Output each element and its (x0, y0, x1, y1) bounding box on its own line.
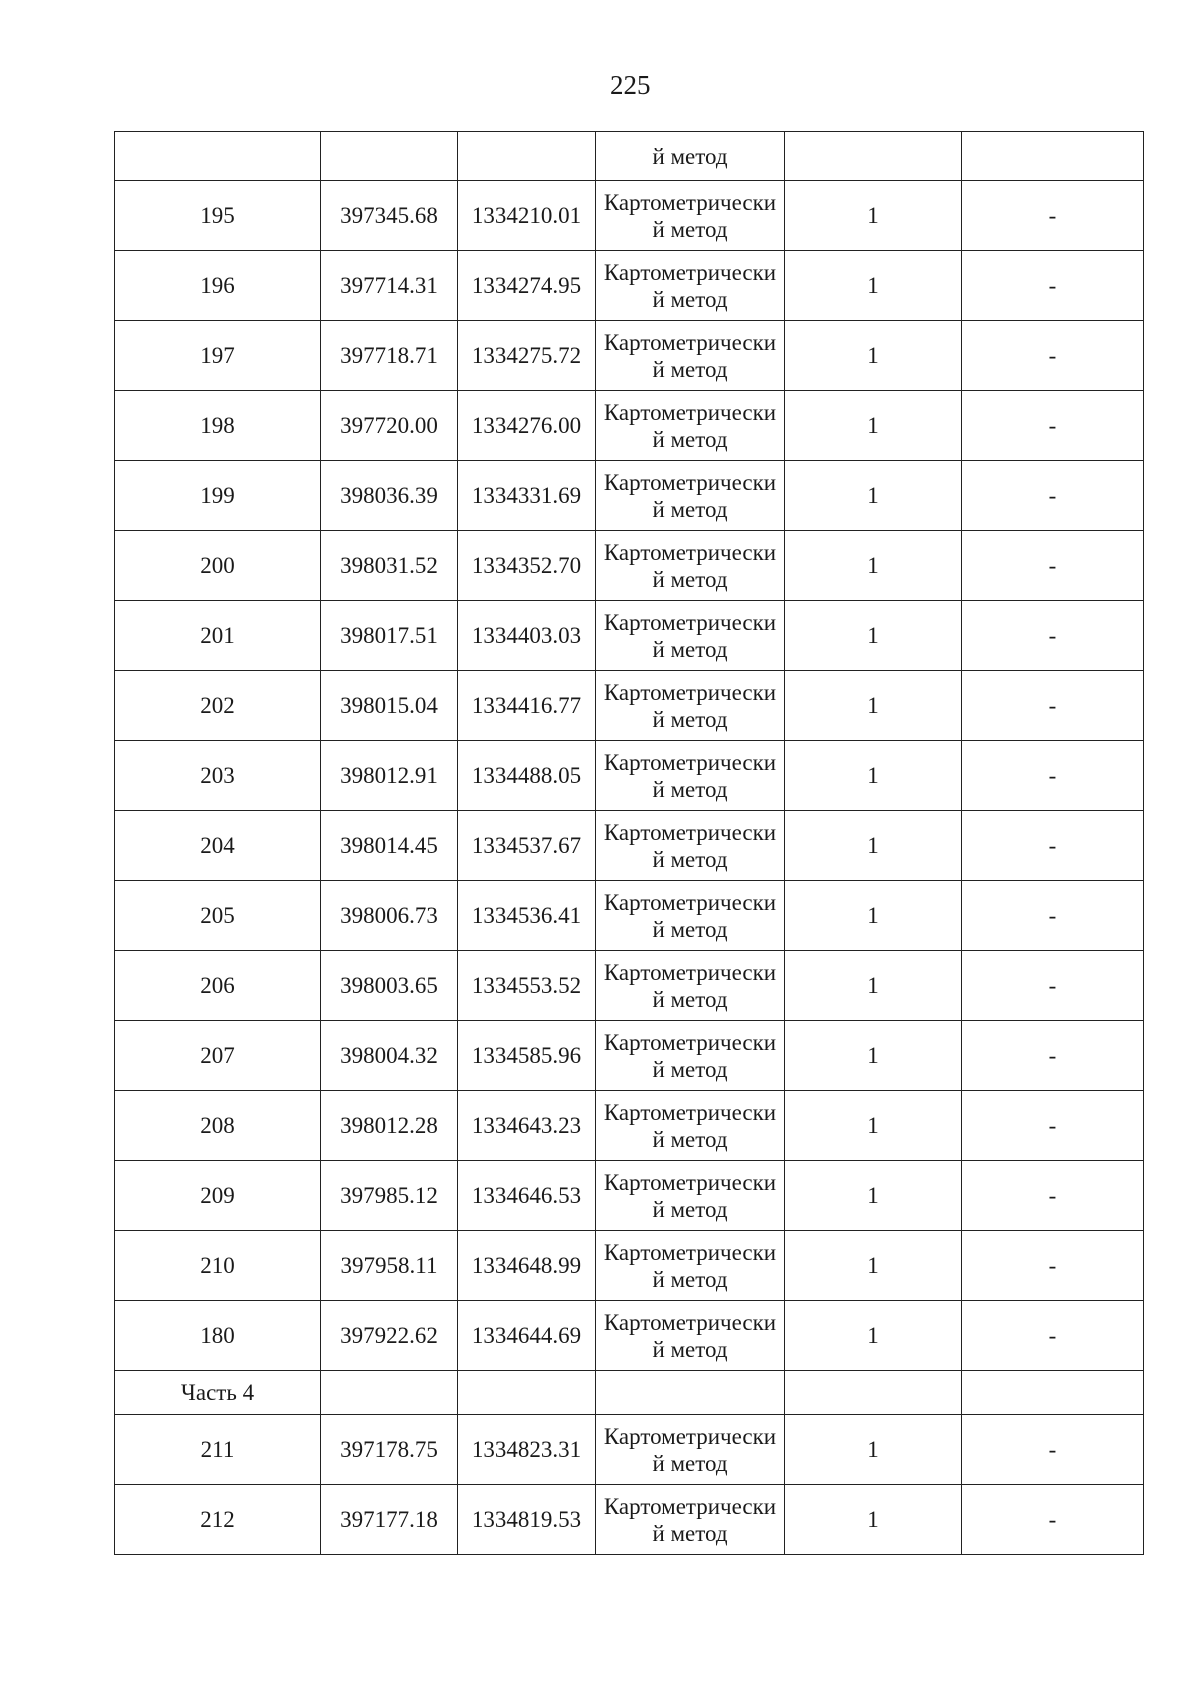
cell-accuracy: 1 (785, 1091, 962, 1161)
cell-note: - (962, 181, 1144, 251)
cell-note: - (962, 1161, 1144, 1231)
method-line-1: Картометрически (603, 609, 777, 635)
method-line-2: й метод (652, 566, 728, 592)
cell-point: 203 (115, 741, 321, 811)
cell-point: 212 (115, 1485, 321, 1555)
cell-method: й метод (596, 132, 785, 181)
cell-x: 397177.18 (321, 1485, 458, 1555)
cell-y: 1334648.99 (458, 1231, 596, 1301)
cell-point: 211 (115, 1415, 321, 1485)
cell-note: - (962, 741, 1144, 811)
cell-empty (962, 1371, 1144, 1415)
cell-point: 208 (115, 1091, 321, 1161)
cell-y: 1334403.03 (458, 601, 596, 671)
cell-x: 397922.62 (321, 1301, 458, 1371)
cell-x: 397714.31 (321, 251, 458, 321)
method-line-1: Картометрически (603, 1239, 777, 1265)
cell-method (596, 671, 785, 741)
table-row-part-header (115, 1371, 1144, 1415)
table-row (115, 1231, 1144, 1301)
method-line-1: Картометрически (603, 469, 777, 495)
cell-point: 195 (115, 181, 321, 251)
cell-note: - (962, 461, 1144, 531)
method-line-2: й метод (652, 426, 728, 452)
method-line-2: й метод (652, 1336, 728, 1362)
cell-method (596, 881, 785, 951)
method-line-2: й метод (652, 1520, 728, 1546)
cell-y: 1334823.31 (458, 1415, 596, 1485)
cell-note: - (962, 1231, 1144, 1301)
cell-point: 210 (115, 1231, 321, 1301)
cell-x: 398012.91 (321, 741, 458, 811)
cell-accuracy: 1 (785, 321, 962, 391)
cell-x: 397985.12 (321, 1161, 458, 1231)
cell-method (596, 391, 785, 461)
cell-note: - (962, 1301, 1144, 1371)
method-line-1: Картометрически (603, 259, 777, 285)
method-line-2: й метод (652, 1450, 728, 1476)
cell-note: - (962, 321, 1144, 391)
cell-x: 397718.71 (321, 321, 458, 391)
cell-note: - (962, 951, 1144, 1021)
cell-point: 180 (115, 1301, 321, 1371)
cell-y: 1334537.67 (458, 811, 596, 881)
method-line-1: Картометрически (603, 1029, 777, 1055)
cell-accuracy: 1 (785, 1231, 962, 1301)
table-row (115, 1091, 1144, 1161)
method-line-2: й метод (652, 846, 728, 872)
table-row (115, 1485, 1144, 1555)
cell-method (596, 251, 785, 321)
method-line-2: й метод (652, 776, 728, 802)
cell-x: 398036.39 (321, 461, 458, 531)
cell-note (962, 132, 1144, 181)
method-line-2: й метод (652, 496, 728, 522)
cell-point: 197 (115, 321, 321, 391)
cell-method (596, 741, 785, 811)
method-line-1: Картометрически (603, 189, 777, 215)
cell-method (596, 181, 785, 251)
cell-point: 202 (115, 671, 321, 741)
cell-accuracy: 1 (785, 461, 962, 531)
table-row (115, 251, 1144, 321)
cell-note: - (962, 881, 1144, 951)
table-row (115, 1161, 1144, 1231)
cell-x: 397345.68 (321, 181, 458, 251)
method-line-2: й метод (652, 1126, 728, 1152)
cell-empty (321, 1371, 458, 1415)
cell-method (596, 1161, 785, 1231)
method-line-2: й метод (652, 1056, 728, 1082)
cell-x: 398015.04 (321, 671, 458, 741)
cell-note: - (962, 391, 1144, 461)
cell-empty (785, 1371, 962, 1415)
coordinates-table (114, 131, 1144, 1555)
cell-y (458, 132, 596, 181)
method-line-1: Картометрически (603, 1309, 777, 1335)
cell-y: 1334644.69 (458, 1301, 596, 1371)
table-row (115, 531, 1144, 601)
method-line-1: Картометрически (603, 1099, 777, 1125)
cell-note: - (962, 1485, 1144, 1555)
cell-point: 198 (115, 391, 321, 461)
cell-y: 1334210.01 (458, 181, 596, 251)
cell-y: 1334488.05 (458, 741, 596, 811)
method-line-2: й метод (652, 286, 728, 312)
cell-method (596, 1091, 785, 1161)
table-row (115, 1415, 1144, 1485)
cell-y: 1334352.70 (458, 531, 596, 601)
table-row (115, 321, 1144, 391)
cell-y: 1334643.23 (458, 1091, 596, 1161)
cell-point: 199 (115, 461, 321, 531)
method-line-2: й метод (652, 706, 728, 732)
method-line-2: й метод (652, 356, 728, 382)
cell-point: 207 (115, 1021, 321, 1091)
table-row (115, 811, 1144, 881)
method-line-2: й метод (652, 916, 728, 942)
cell-x: 398014.45 (321, 811, 458, 881)
cell-accuracy: 1 (785, 951, 962, 1021)
cell-x: 398031.52 (321, 531, 458, 601)
cell-method (596, 1415, 785, 1485)
cell-x: 397720.00 (321, 391, 458, 461)
cell-point: 196 (115, 251, 321, 321)
cell-method (596, 321, 785, 391)
cell-empty (458, 1371, 596, 1415)
method-line-1: Картометрически (603, 1423, 777, 1449)
cell-y: 1334274.95 (458, 251, 596, 321)
cell-accuracy: 1 (785, 881, 962, 951)
cell-accuracy: 1 (785, 1021, 962, 1091)
method-line-1: Картометрически (603, 819, 777, 845)
cell-accuracy: 1 (785, 671, 962, 741)
page-number: 225 (610, 70, 651, 100)
cell-method (596, 601, 785, 671)
cell-y: 1334276.00 (458, 391, 596, 461)
table-row (115, 601, 1144, 671)
cell-point (115, 132, 321, 181)
cell-y: 1334275.72 (458, 321, 596, 391)
method-line-1: Картометрически (603, 539, 777, 565)
cell-method (596, 531, 785, 601)
cell-method (596, 1231, 785, 1301)
cell-method (596, 811, 785, 881)
cell-note: - (962, 1415, 1144, 1485)
cell-method (596, 1485, 785, 1555)
cell-accuracy: 1 (785, 391, 962, 461)
cell-accuracy: 1 (785, 1161, 962, 1231)
method-line-1: Картометрически (603, 679, 777, 705)
cell-accuracy: 1 (785, 251, 962, 321)
cell-x: 397958.11 (321, 1231, 458, 1301)
table-row (115, 671, 1144, 741)
cell-note: - (962, 1091, 1144, 1161)
method-line-1: Картометрически (603, 1169, 777, 1195)
cell-accuracy: 1 (785, 181, 962, 251)
method-line-2: й метод (652, 216, 728, 242)
cell-method (596, 461, 785, 531)
method-line-2: й метод (652, 1266, 728, 1292)
table-row (115, 881, 1144, 951)
cell-note: - (962, 601, 1144, 671)
cell-x: 398012.28 (321, 1091, 458, 1161)
cell-x: 397178.75 (321, 1415, 458, 1485)
method-line-1: Картометрически (603, 959, 777, 985)
method-line-1: Картометрически (603, 889, 777, 915)
cell-note: - (962, 671, 1144, 741)
cell-accuracy: 1 (785, 531, 962, 601)
cell-point: 209 (115, 1161, 321, 1231)
method-line-1: Картометрически (603, 329, 777, 355)
method-line-1: Картометрически (603, 749, 777, 775)
table-row (115, 1021, 1144, 1091)
table-row (115, 461, 1144, 531)
cell-x: 398017.51 (321, 601, 458, 671)
cell-note: - (962, 531, 1144, 601)
cell-accuracy: 1 (785, 1415, 962, 1485)
cell-accuracy: 1 (785, 741, 962, 811)
cell-x: 398003.65 (321, 951, 458, 1021)
cell-y: 1334646.53 (458, 1161, 596, 1231)
cell-point: 204 (115, 811, 321, 881)
cell-y: 1334553.52 (458, 951, 596, 1021)
method-line-1: Картометрически (603, 1493, 777, 1519)
method-line-1: Картометрически (603, 399, 777, 425)
cell-x: 398004.32 (321, 1021, 458, 1091)
cell-y: 1334331.69 (458, 461, 596, 531)
cell-y: 1334819.53 (458, 1485, 596, 1555)
method-line-2: й метод (652, 636, 728, 662)
part-label: Часть 4 (115, 1371, 321, 1415)
cell-x: 398006.73 (321, 881, 458, 951)
method-line-2: й метод (652, 1196, 728, 1222)
method-line-2: й метод (652, 986, 728, 1012)
cell-accuracy: 1 (785, 601, 962, 671)
coordinates-table-body (115, 132, 1144, 1555)
table-row (115, 1301, 1144, 1371)
cell-note: - (962, 1021, 1144, 1091)
cell-accuracy: 1 (785, 1485, 962, 1555)
cell-accuracy: 1 (785, 1301, 962, 1371)
cell-point: 200 (115, 531, 321, 601)
cell-accuracy: 1 (785, 811, 962, 881)
cell-note: - (962, 811, 1144, 881)
cell-y: 1334585.96 (458, 1021, 596, 1091)
cell-method (596, 951, 785, 1021)
cell-y: 1334536.41 (458, 881, 596, 951)
cell-empty (596, 1371, 785, 1415)
table-row (115, 741, 1144, 811)
cell-y: 1334416.77 (458, 671, 596, 741)
cell-method (596, 1301, 785, 1371)
cell-note: - (962, 251, 1144, 321)
cell-point: 201 (115, 601, 321, 671)
cell-point: 206 (115, 951, 321, 1021)
table-row (115, 391, 1144, 461)
cell-method (596, 1021, 785, 1091)
table-row (115, 951, 1144, 1021)
cell-x (321, 132, 458, 181)
table-row (115, 181, 1144, 251)
cell-accuracy (785, 132, 962, 181)
cell-point: 205 (115, 881, 321, 951)
table-row-continued (115, 132, 1144, 181)
